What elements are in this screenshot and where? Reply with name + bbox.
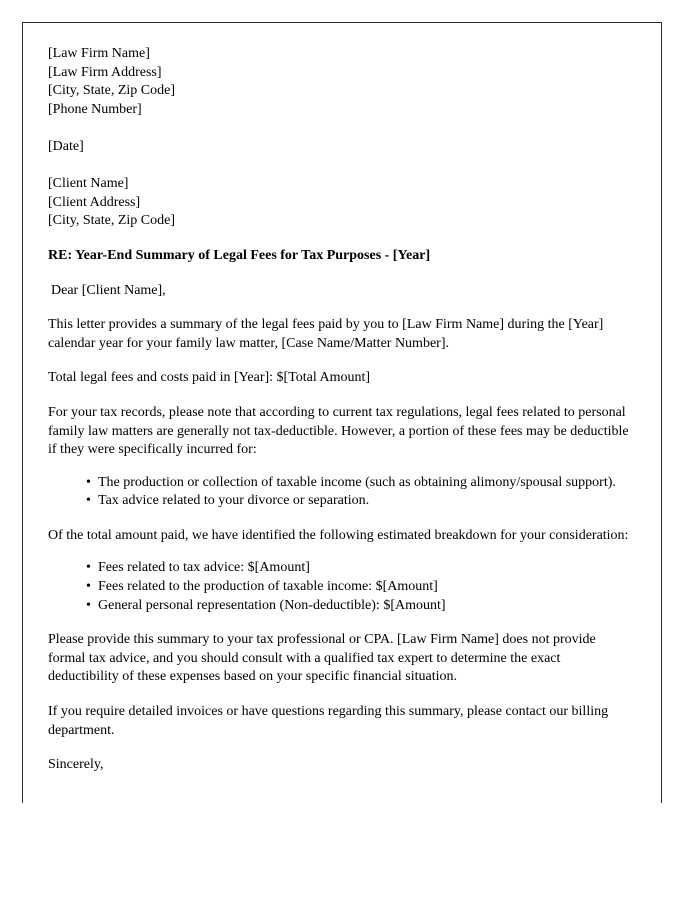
spacer-after-firm-block — [48, 119, 633, 138]
client-address: [Client Address] — [48, 194, 141, 210]
law-firm-address: [Law Firm Address] — [48, 64, 162, 80]
list-item: • Tax advice related to your divorce or separation. — [86, 492, 633, 511]
client-city-state-zip: [City, State, Zip Code] — [48, 213, 176, 229]
list-item: • The production or collection of taxable income (such as obtaining alimony/spousal support). — [86, 474, 633, 493]
fee-breakdown-list — [48, 559, 633, 615]
law-firm-city-state-zip: [City, State, Zip Code] — [48, 83, 176, 99]
total-fees-line: Total legal fees and costs paid in [Year]: $[Total Amount] — [48, 370, 371, 386]
list-item: • General personal representation (Non-deductible): $[Amount] — [86, 597, 633, 616]
law-firm-address-block — [48, 45, 633, 119]
deductible-criteria-list — [48, 474, 633, 511]
spacer-after-date — [48, 157, 633, 176]
subject-line: RE: Year-End Summary of Legal Fees for Tax Purposes - [Year] — [48, 247, 431, 263]
law-firm-name: [Law Firm Name] — [48, 46, 150, 61]
paragraph-billing-contact: If you require detailed invoices or have questions regarding this summary, please contact our billing department. — [48, 704, 609, 738]
client-address-block — [48, 175, 633, 231]
client-name: [Client Name] — [48, 176, 129, 192]
salutation: Dear [Client Name], — [51, 282, 166, 298]
paragraph-tax-records: For your tax records, please note that according to current tax regulations, legal fees related to personal family law matters are generally not tax-deductible. However, a portion of these fees may be deductible if they were specifically incurred for: — [48, 404, 629, 458]
paragraph-cpa-disclaimer: Please provide this summary to your tax professional or CPA. [Law Firm Name] does not provide formal tax advice, and you should consult with a qualified tax expert to determine the exact deductibility of these expenses based on your specific financial situation. — [48, 632, 596, 685]
list-item: • Fees related to tax advice: $[Amount] — [86, 559, 633, 578]
closing-salutation: Sincerely, — [48, 757, 104, 773]
document-body — [23, 23, 661, 775]
document-page — [22, 22, 662, 803]
list-item: • Fees related to the production of taxable income: $[Amount] — [86, 578, 633, 597]
date-block — [48, 138, 633, 157]
law-firm-phone: [Phone Number] — [48, 101, 142, 117]
paragraph-breakdown-intro: Of the total amount paid, we have identified the following estimated breakdown for your consideration: — [48, 527, 629, 543]
letter-date: [Date] — [48, 138, 84, 154]
paragraph-intro: This letter provides a summary of the legal fees paid by you to [Law Firm Name] during the [Year] calendar year for your family law matter, [Case Name/Matter Number]. — [48, 317, 604, 351]
